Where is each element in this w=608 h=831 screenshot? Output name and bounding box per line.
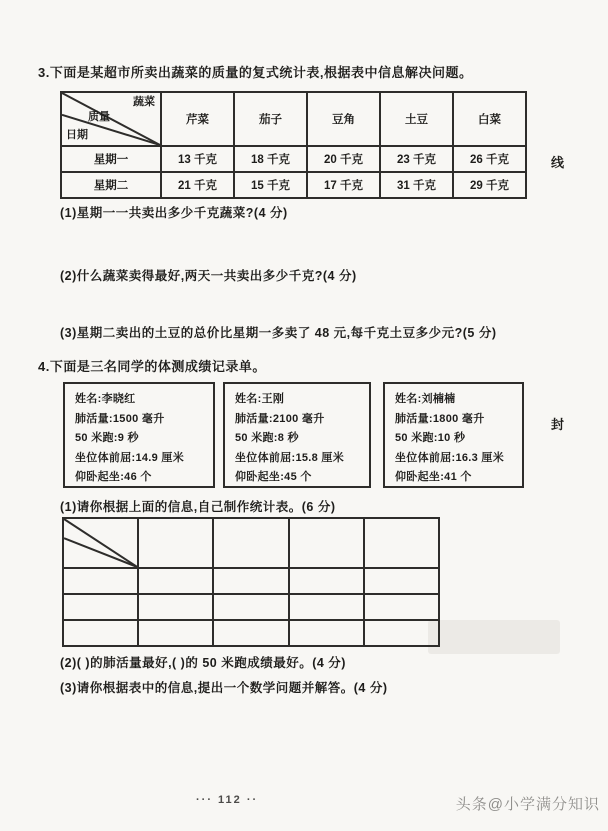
blank-cell[interactable] — [138, 568, 213, 594]
blank-cell[interactable] — [138, 620, 213, 646]
data-cell: 15 千克 — [234, 172, 307, 198]
row-label: 星期二 — [61, 172, 161, 198]
q3-sub-question-2: (2)什么蔬菜卖得最好,两天一共卖出多少千克?(4 分) — [60, 269, 357, 283]
card-line: 坐位体前屈:16.3 厘米 — [395, 451, 505, 464]
q4-sub-question-2: (2)( )的肺活量最好,( )的 50 米跑成绩最好。(4 分) — [60, 656, 346, 670]
card-line: 坐位体前屈:15.8 厘米 — [235, 451, 345, 464]
table-row — [61, 146, 526, 172]
binding-edge-mark: 线 — [551, 155, 565, 170]
card-line: 仰卧起坐:41 个 — [395, 471, 472, 483]
card-line: 仰卧起坐:46 个 — [75, 471, 152, 483]
data-cell: 18 千克 — [234, 146, 307, 172]
column-header: 茄子 — [234, 92, 307, 146]
card-line: 姓名:李晓红 — [75, 393, 136, 405]
data-cell: 29 千克 — [453, 172, 526, 198]
blank-cell[interactable] — [138, 594, 213, 620]
blank-cell[interactable] — [213, 518, 288, 568]
data-cell: 31 千克 — [380, 172, 453, 198]
table-corner-cell — [61, 92, 161, 146]
blank-cell[interactable] — [213, 568, 288, 594]
blank-cell[interactable] — [364, 620, 439, 646]
card-line: 50 米跑:10 秒 — [395, 432, 466, 444]
column-header: 芹菜 — [161, 92, 234, 146]
q3-sub-question-1: (1)星期一一共卖出多少千克蔬菜?(4 分) — [60, 206, 288, 220]
data-cell: 17 千克 — [307, 172, 380, 198]
section-3-title: 3.下面是某超市所卖出蔬菜的质量的复式统计表,根据表中信息解决问题。 — [38, 65, 473, 80]
watermark-text: 头条@小学满分知识 — [455, 796, 600, 813]
card-line: 肺活量:2100 毫升 — [235, 412, 325, 425]
blank-cell[interactable] — [289, 620, 364, 646]
record-card-liu-nannan — [383, 382, 524, 488]
table-row — [61, 172, 526, 198]
record-card-li-xiaohong — [63, 382, 215, 488]
card-line: 肺活量:1800 毫升 — [395, 412, 485, 425]
row-label: 星期一 — [61, 146, 161, 172]
blank-cell[interactable] — [364, 518, 439, 568]
column-header: 白菜 — [453, 92, 526, 146]
vegetable-stats-table — [60, 91, 527, 199]
blank-cell[interactable] — [63, 568, 138, 594]
column-header: 豆角 — [307, 92, 380, 146]
blank-cell[interactable] — [289, 568, 364, 594]
blank-cell[interactable] — [364, 568, 439, 594]
blank-cell[interactable] — [289, 594, 364, 620]
section-4-title: 4.下面是三名同学的体测成绩记录单。 — [38, 359, 266, 374]
scan-smudge — [428, 620, 560, 654]
card-line: 50 米跑:8 秒 — [235, 432, 299, 444]
blank-cell[interactable] — [289, 518, 364, 568]
q4-sub-question-1: (1)请你根据上面的信息,自己制作统计表。(6 分) — [60, 500, 336, 514]
blank-cell[interactable] — [138, 518, 213, 568]
record-card-wang-gang — [223, 382, 371, 488]
q4-sub-question-3: (3)请你根据表中的信息,提出一个数学问题并解答。(4 分) — [60, 681, 388, 695]
corner-label-vegetable: 蔬菜 — [133, 96, 155, 108]
card-line: 坐位体前屈:14.9 厘米 — [75, 451, 185, 464]
card-line: 肺活量:1500 毫升 — [75, 412, 165, 425]
binding-edge-mark: 封 — [551, 417, 565, 432]
card-line: 姓名:王刚 — [235, 393, 285, 405]
corner-label-mass: 质量 — [88, 111, 110, 123]
data-cell: 13 千克 — [161, 146, 234, 172]
column-header: 土豆 — [380, 92, 453, 146]
blank-cell[interactable] — [63, 620, 138, 646]
corner-label-date: 日期 — [66, 129, 88, 141]
card-line: 姓名:刘楠楠 — [395, 393, 456, 405]
data-cell: 26 千克 — [453, 146, 526, 172]
data-cell: 21 千克 — [161, 172, 234, 198]
page-number: ··· 112 ·· — [196, 794, 259, 806]
blank-corner-cell[interactable] — [63, 518, 138, 568]
blank-cell[interactable] — [213, 594, 288, 620]
blank-cell[interactable] — [63, 594, 138, 620]
blank-fill-in-table — [62, 517, 440, 647]
card-line: 仰卧起坐:45 个 — [235, 471, 312, 483]
data-cell: 23 千克 — [380, 146, 453, 172]
diagonal-divider-lines — [64, 519, 137, 567]
card-line: 50 米跑:9 秒 — [75, 432, 139, 444]
q3-sub-question-3: (3)星期二卖出的土豆的总价比星期一多卖了 48 元,每千克土豆多少元?(5 分) — [60, 326, 497, 340]
data-cell: 20 千克 — [307, 146, 380, 172]
blank-cell[interactable] — [213, 620, 288, 646]
blank-cell[interactable] — [364, 594, 439, 620]
